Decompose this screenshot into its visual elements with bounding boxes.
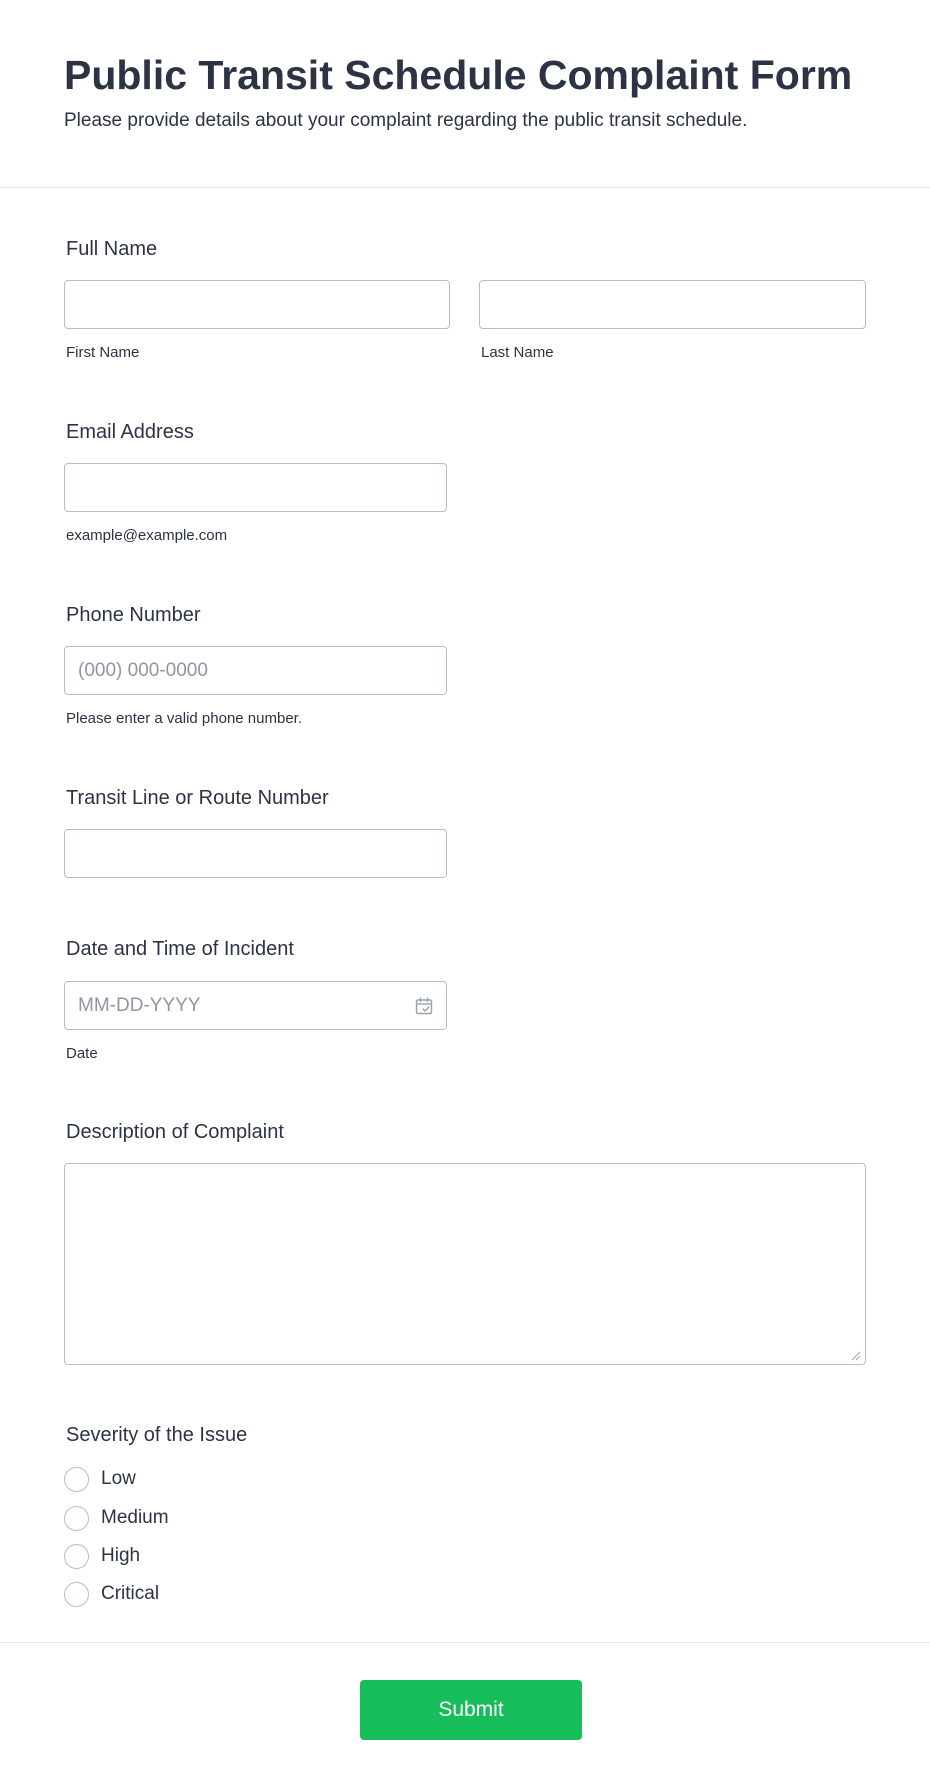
severity-option-medium[interactable] xyxy=(64,1505,169,1531)
phone-sublabel: Please enter a valid phone number. xyxy=(66,710,302,727)
full-name-label: Full Name xyxy=(66,238,158,260)
incident-date-label: Date and Time of Incident xyxy=(66,938,294,960)
calendar-icon[interactable] xyxy=(414,996,434,1016)
severity-label: Severity of the Issue xyxy=(66,1424,248,1446)
submit-button[interactable]: Submit xyxy=(360,1680,582,1740)
radio-button[interactable] xyxy=(64,1582,89,1607)
page-title: Public Transit Schedule Complaint Form xyxy=(64,52,853,98)
radio-button[interactable] xyxy=(64,1506,89,1531)
phone-label: Phone Number xyxy=(66,604,201,626)
phone-input[interactable] xyxy=(64,646,447,695)
resize-handle-icon[interactable] xyxy=(849,1349,861,1361)
email-input[interactable] xyxy=(64,463,447,512)
radio-label: Medium xyxy=(101,1507,169,1528)
transit-line-input[interactable] xyxy=(64,829,447,878)
date-field xyxy=(64,981,447,1030)
first-name-input[interactable] xyxy=(64,280,450,329)
incident-date-input[interactable] xyxy=(64,981,447,1030)
radio-button[interactable] xyxy=(64,1467,89,1492)
email-sublabel: example@example.com xyxy=(66,527,228,544)
last-name-input[interactable] xyxy=(479,280,866,329)
radio-label: High xyxy=(101,1545,141,1566)
description-label: Description of Complaint xyxy=(66,1121,284,1143)
severity-option-high[interactable] xyxy=(64,1543,140,1569)
radio-label: Critical xyxy=(101,1583,160,1604)
description-textarea[interactable] xyxy=(64,1163,866,1365)
transit-line-label: Transit Line or Route Number xyxy=(66,787,329,809)
email-label: Email Address xyxy=(66,421,194,443)
incident-date-sublabel: Date xyxy=(66,1045,98,1062)
severity-option-critical[interactable] xyxy=(64,1581,159,1607)
first-name-sublabel: First Name xyxy=(66,344,140,361)
last-name-sublabel: Last Name xyxy=(481,344,554,361)
radio-label: Low xyxy=(101,1468,136,1489)
form-header xyxy=(0,0,930,188)
severity-option-low[interactable] xyxy=(64,1466,136,1492)
radio-button[interactable] xyxy=(64,1544,89,1569)
page-subtitle: Please provide details about your complaint regarding the public transit schedule. xyxy=(64,110,748,131)
